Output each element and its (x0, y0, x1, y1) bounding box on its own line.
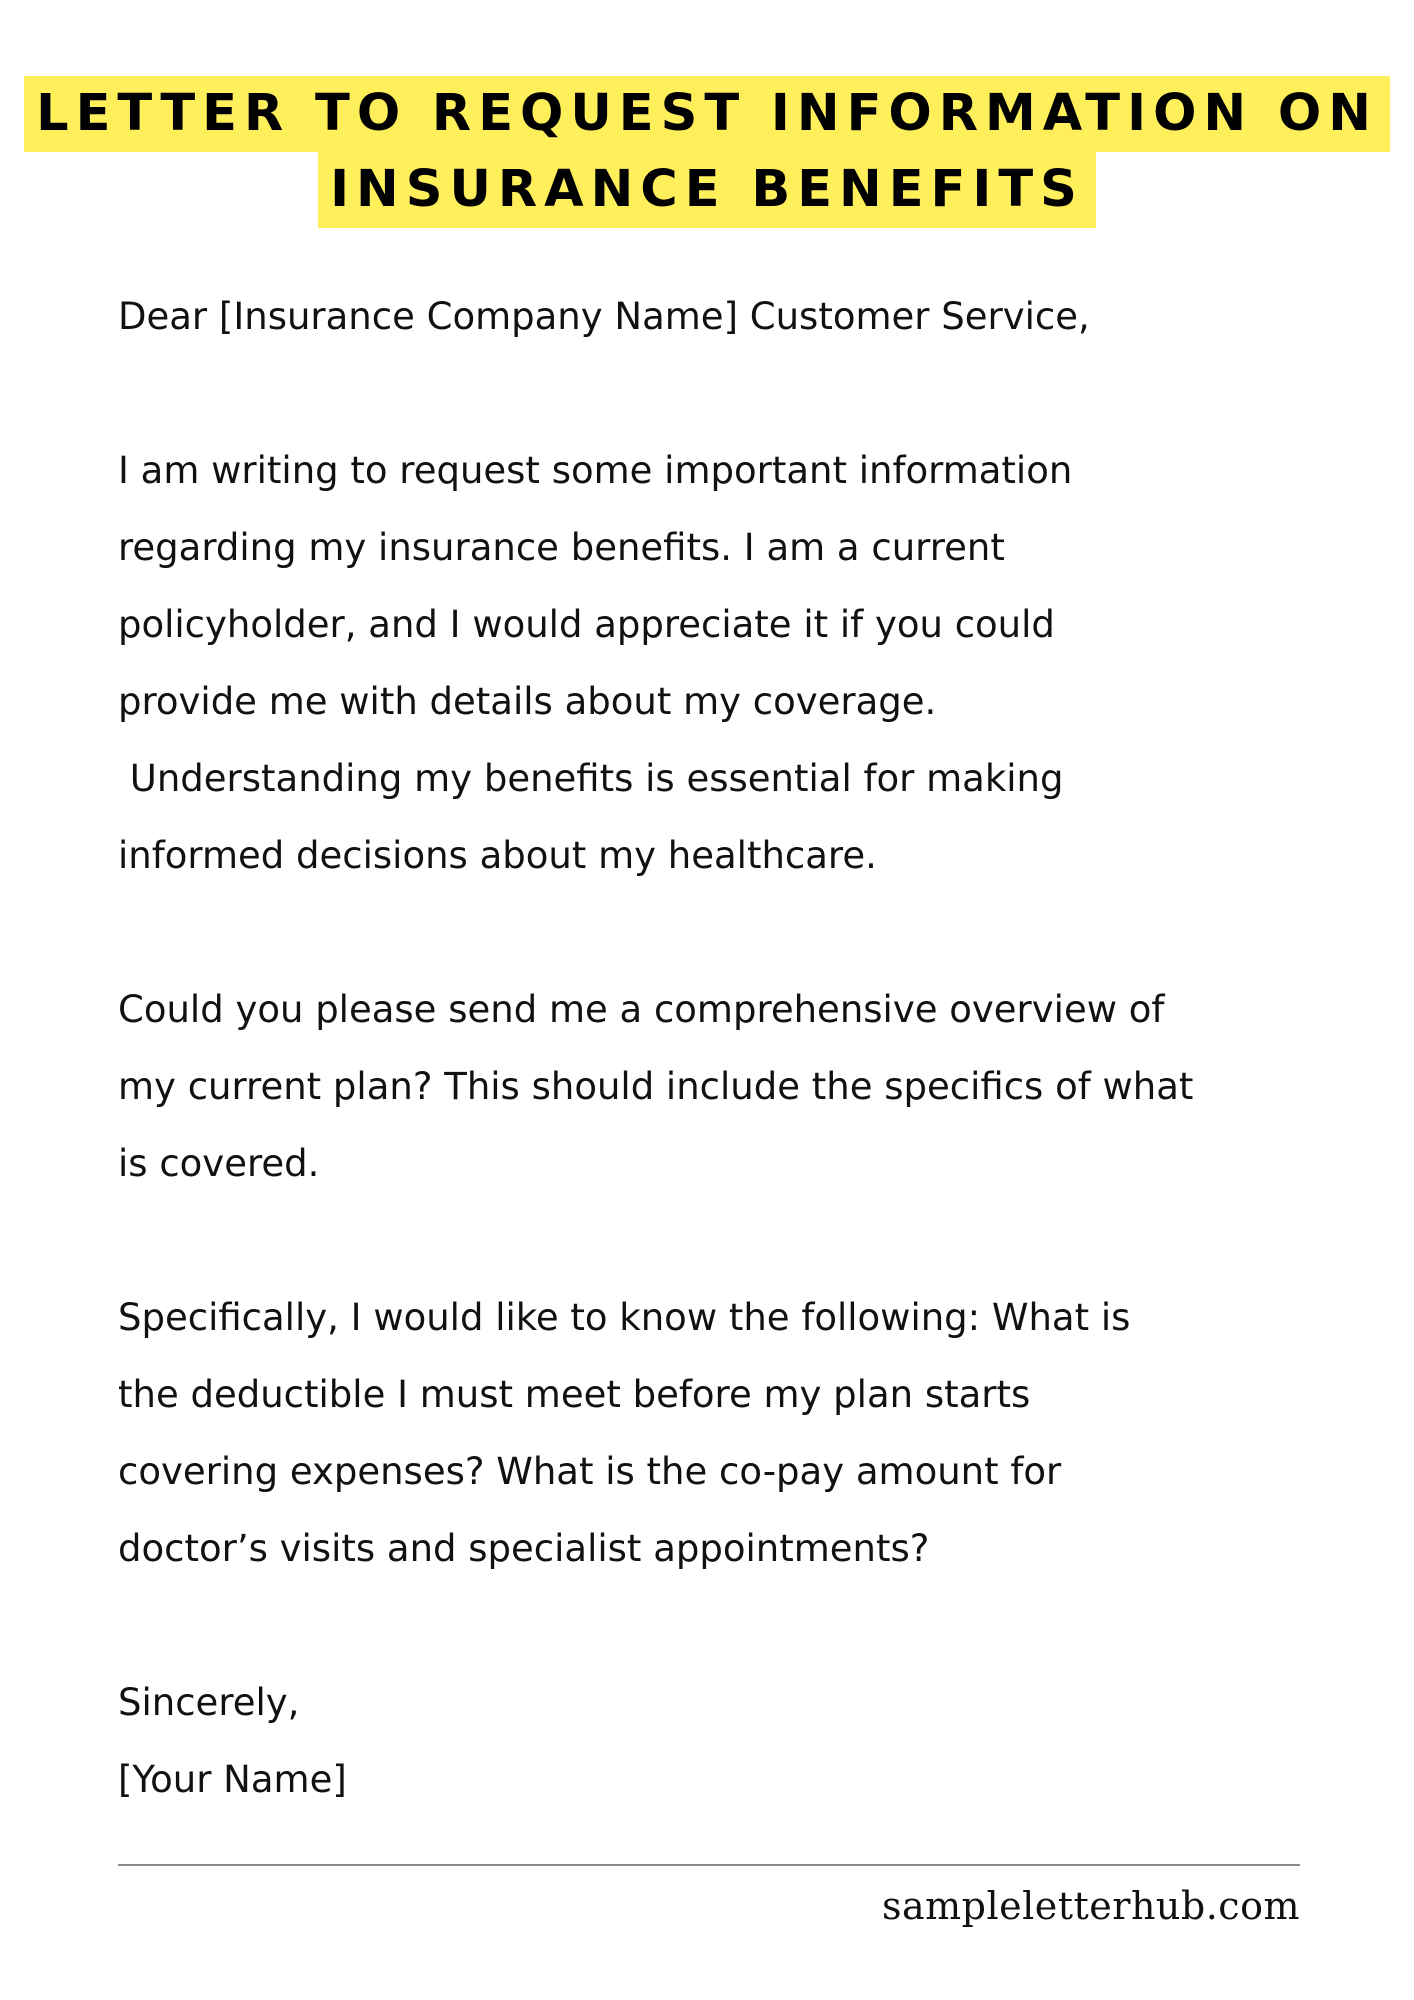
paragraph-line: provide me with details about my coverage. (118, 680, 937, 723)
paragraph-line: my current plan? This should include the specifics of what (118, 1065, 1194, 1108)
paragraph-line: I am writing to request some important information (118, 449, 1073, 492)
closing-text: Sincerely, (118, 1681, 300, 1724)
paragraph-2 (118, 971, 1358, 1202)
paragraph-line: Specifically, I would like to know the following: What is (118, 1296, 1131, 1339)
paragraph-3 (118, 1279, 1358, 1587)
salutation: Dear [Insurance Company Name] Customer Service, (118, 295, 1090, 338)
letter-title (0, 76, 1414, 228)
paragraph-line: doctor’s visits and specialist appointments? (118, 1527, 930, 1570)
paragraph-line: Understanding my benefits is essential for making (118, 757, 1064, 800)
paragraph-line: informed decisions about my healthcare. (118, 834, 877, 877)
footer-divider (118, 1864, 1300, 1866)
title-line-2: INSURANCE BENEFITS (318, 152, 1096, 228)
paragraph-1 (118, 432, 1358, 894)
letter-body (118, 278, 1358, 1818)
site-watermark: sampleletterhub.com (881, 1884, 1300, 1928)
paragraph-line: policyholder, and I would appreciate it if you could (118, 603, 1055, 646)
title-line-1: LETTER TO REQUEST INFORMATION ON (24, 76, 1390, 152)
closing (118, 1664, 1358, 1818)
paragraph-line: is covered. (118, 1142, 320, 1185)
signature-placeholder: [Your Name] (118, 1758, 347, 1801)
paragraph-line: regarding my insurance benefits. I am a current (118, 526, 1005, 569)
paragraph-line: covering expenses? What is the co-pay amount for (118, 1450, 1062, 1493)
paragraph-line: Could you please send me a comprehensive overview of (118, 988, 1165, 1031)
paragraph-line: the deductible I must meet before my plan starts (118, 1373, 1031, 1416)
